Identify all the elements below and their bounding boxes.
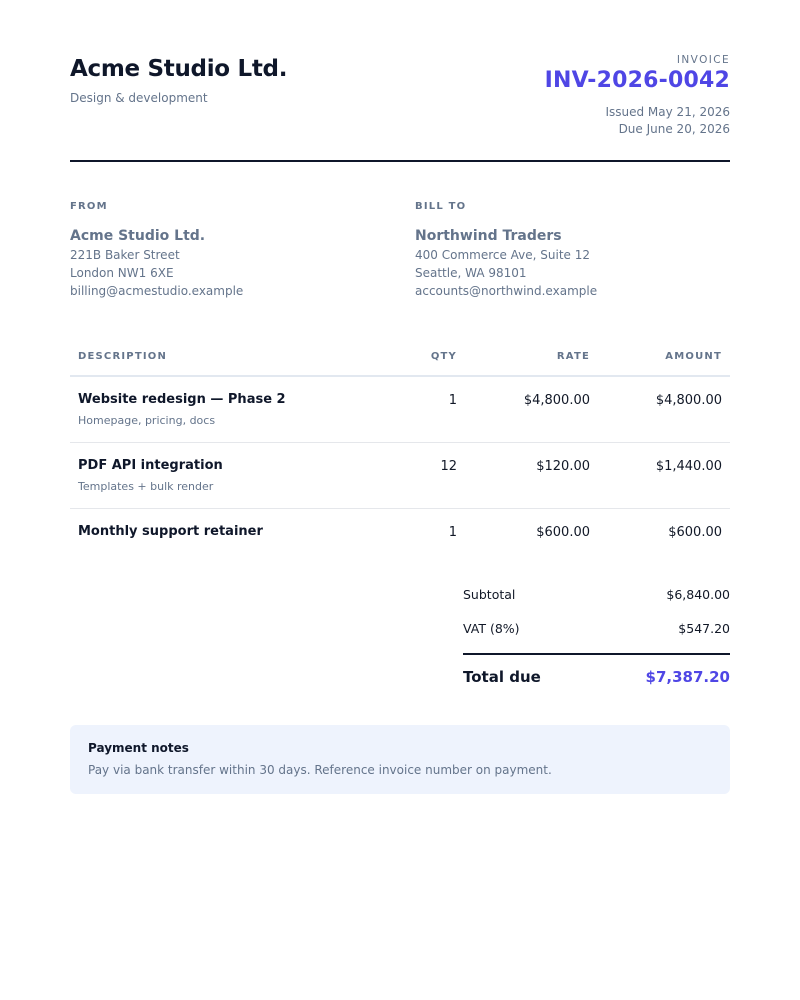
item-amount: $1,440.00 — [655, 459, 722, 474]
invoice-header — [70, 0, 730, 162]
from-label: FROM — [70, 201, 108, 212]
table-row — [70, 377, 730, 443]
invoice-label: INVOICE — [676, 54, 730, 66]
total-due-label: Total due — [463, 668, 541, 686]
from-address-line-1: 221B Baker Street — [70, 248, 180, 262]
from-block — [70, 201, 370, 298]
item-subtitle: Homepage, pricing, docs — [78, 414, 216, 427]
from-email: billing@acmestudio.example — [70, 284, 244, 298]
header-amount: AMOUNT — [665, 351, 722, 362]
header-rate: RATE — [556, 351, 590, 362]
from-address-line-2: London NW1 6XE — [70, 266, 174, 280]
bill-to-address-line-1: 400 Commerce Ave, Suite 12 — [415, 248, 591, 262]
header-description: DESCRIPTION — [78, 351, 168, 362]
subtotal-value: $6,840.00 — [666, 587, 730, 602]
header-qty: QTY — [430, 351, 457, 362]
bill-to-label: BILL TO — [415, 201, 467, 212]
item-title: Monthly support retainer — [78, 524, 263, 539]
item-rate: $4,800.00 — [523, 393, 590, 408]
table-row — [70, 443, 730, 509]
item-qty: 12 — [440, 459, 457, 474]
bill-to-address-line-2: Seattle, WA 98101 — [415, 266, 527, 280]
vat-value: $547.20 — [678, 621, 730, 636]
item-amount: $600.00 — [668, 525, 722, 540]
item-title: PDF API integration — [78, 458, 223, 473]
bill-to-block — [415, 201, 715, 298]
item-amount: $4,800.00 — [655, 393, 722, 408]
item-subtitle: Templates + bulk render — [78, 480, 214, 493]
company-tagline: Design & development — [70, 91, 208, 105]
payment-notes-title: Payment notes — [88, 741, 189, 755]
vat-row — [463, 612, 730, 646]
payment-notes — [70, 725, 730, 794]
table-header — [70, 340, 730, 377]
item-rate: $120.00 — [536, 459, 590, 474]
totals-block — [463, 578, 730, 703]
bill-to-email: accounts@northwind.example — [415, 284, 598, 298]
vat-label: VAT (8%) — [463, 621, 520, 636]
company-name: Acme Studio Ltd. — [70, 56, 288, 82]
item-qty: 1 — [448, 525, 457, 540]
invoice-issued-date: Issued May 21, 2026 — [605, 105, 730, 119]
item-rate: $600.00 — [536, 525, 590, 540]
item-qty: 1 — [448, 393, 457, 408]
table-row — [70, 509, 730, 575]
payment-notes-text: Pay via bank transfer within 30 days. Reference invoice number on payment. — [88, 763, 552, 777]
invoice-number: INV-2026-0042 — [544, 68, 730, 93]
from-name: Acme Studio Ltd. — [70, 228, 206, 244]
item-title: Website redesign — Phase 2 — [78, 392, 286, 407]
subtotal-label: Subtotal — [463, 587, 516, 602]
bill-to-name: Northwind Traders — [415, 228, 562, 244]
line-items-table — [70, 340, 730, 575]
total-due-row — [463, 653, 730, 703]
invoice-due-date: Due June 20, 2026 — [618, 122, 730, 136]
subtotal-row — [463, 578, 730, 612]
total-due-value: $7,387.20 — [645, 668, 730, 686]
